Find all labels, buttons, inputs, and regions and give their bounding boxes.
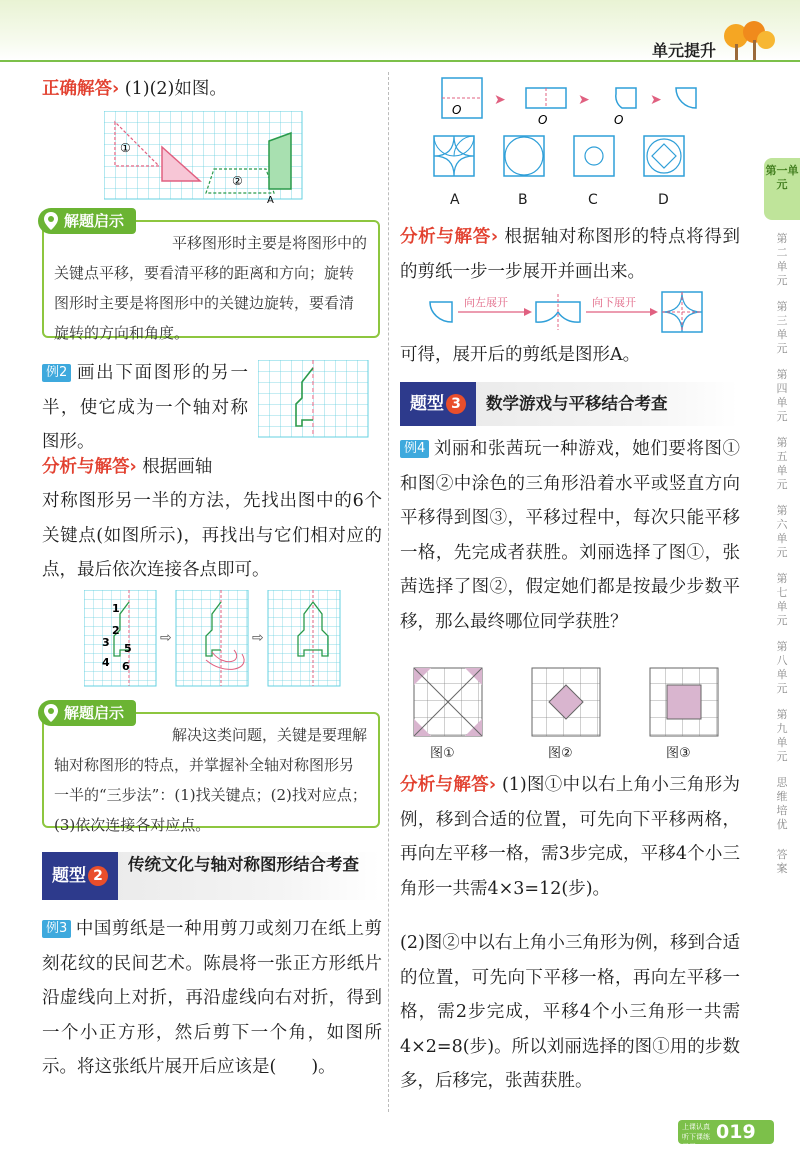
caption-fig1: 图①	[430, 746, 455, 761]
svg-text:➤: ➤	[650, 92, 662, 108]
svg-text:4: 4	[102, 656, 110, 669]
hint-box-1	[42, 212, 380, 342]
answer-label: 正确解答	[42, 79, 112, 99]
axis-symmetry-grid	[258, 360, 370, 438]
fig1-label-a: A	[267, 195, 274, 206]
side-tab-unit8[interactable]: 第八单元	[776, 640, 788, 695]
side-tab-unit5[interactable]: 第五单元	[776, 436, 788, 491]
svg-text:5: 5	[124, 642, 132, 655]
side-tab-unit4[interactable]: 第四单元	[776, 368, 788, 423]
ex2-tag: 例2	[42, 364, 71, 382]
analysis2-p2: (2)图②中以右上角小三角形为例，移到合适的位置，可先向下平移一格，再向左平移一格，需2步完成，平移4个小三角形一共需4×2=8(步)。所以刘丽选择的图①用的步数多，后移完，张茜获胜。	[400, 933, 740, 1091]
svg-text:1: 1	[112, 602, 120, 615]
page-number: 019	[716, 1121, 756, 1143]
side-tab-unit3[interactable]: 第三单元	[776, 300, 788, 355]
ex3-text: 例3 中国剪纸是一种用剪刀或刻刀在纸上剪刻花纹的民间艺术。陈晨将一张正方形纸片沿虚线向上对折，再沿虚线向右对折，得到一个小正方形，然后剪下一个角，如图所示。将这张纸片展开后应该是( )。	[42, 919, 382, 1077]
side-tab-unit9[interactable]: 第九单元	[776, 708, 788, 763]
fig1-label-1: ①	[120, 141, 131, 155]
side-tab-unit1[interactable]: 第一单元	[764, 158, 800, 220]
fig1-label-2: ②	[232, 174, 243, 188]
side-tab-thinking[interactable]: 思维培优	[776, 776, 788, 831]
svg-text:O: O	[452, 103, 462, 117]
analysis2-p1: 分析与解答› (1)图①中以右上角小三角形为例，移到合适的位置，可先向下平移两格，再向左平移一格，需3步完成，平移4个小三角形一共需4×3=12(步)。	[400, 775, 740, 899]
ex2-text: 例2 画出下面图形的另一半，使它成为一个轴对称图形。	[42, 363, 248, 452]
answer-text: (1)(2)如图。	[124, 79, 227, 99]
svg-text:⇨: ⇨	[252, 630, 264, 646]
column-divider	[388, 72, 389, 1112]
type3-title: 数学游戏与平移结合考查	[486, 394, 668, 413]
svg-text:O: O	[538, 113, 548, 127]
option-d: D	[658, 192, 669, 208]
unfold-down-label: 向下展开	[592, 296, 636, 309]
svg-text:➤: ➤	[494, 92, 506, 108]
answer-line: 正确解答› (1)(2)如图。	[42, 79, 227, 99]
svg-text:2: 2	[112, 624, 120, 637]
caption-fig3: 图③	[666, 746, 691, 761]
side-tab-unit6[interactable]: 第六单元	[776, 504, 788, 559]
location-pin-icon	[44, 212, 58, 230]
type2-badge: 题型 2	[42, 852, 118, 900]
caption-fig2: 图②	[548, 746, 573, 761]
option-a: A	[450, 192, 460, 208]
option-c: C	[588, 192, 598, 208]
page-footer	[678, 1120, 774, 1151]
svg-text:⇨: ⇨	[160, 630, 172, 646]
side-tab-unit7[interactable]: 第七单元	[776, 572, 788, 627]
hint-tag-2: 解题启示	[38, 700, 136, 726]
type2-bar	[42, 852, 380, 900]
hint1-text: 平移图形时主要是将图形中的关键点平移，要看清平移的距离和方向；旋转图形时主要是将图形中的关键边旋转，要看清旋转的方向和角度。	[54, 234, 368, 342]
analysis-intro: 分析与解答› 根据画轴	[42, 457, 213, 477]
unit-title: 单元提升	[651, 41, 716, 60]
svg-text:3: 3	[102, 636, 110, 649]
three-step-figure	[84, 590, 344, 690]
side-tab-unit2[interactable]: 第二单元	[776, 232, 788, 287]
unfold-steps-figure	[424, 290, 724, 334]
ex3-tag: 例3	[42, 920, 71, 938]
ex4-text: 例4 刘丽和张茜玩一种游戏，她们要将图①和图②中涂色的三角形沿着水平或竖直方向平移得到图③，平移过程中，每次只能平移一格，先完成者获胜。刘丽选择了图①，张茜选择了图②，假定她们都是按最少步数平移，那么最终哪位同学获胜？	[400, 439, 740, 632]
location-pin-icon	[44, 704, 58, 722]
hint2-text: 解决这类问题，关键是要理解轴对称图形的特点，并掌握补全轴对称图形另一半的“三步法”：(1)找关键点；(2)找对应点；(3)依次连接各对应点。	[54, 726, 368, 834]
type2-title: 传统文化与轴对称图形结合考查	[128, 855, 359, 874]
fold-cut-figure	[428, 74, 718, 184]
svg-text:➤: ➤	[578, 92, 590, 108]
unfold-left-label: 向左展开	[464, 296, 508, 309]
result-text: 可得，展开后的剪纸是图形A。	[400, 345, 641, 365]
translation-grid-figure	[104, 111, 310, 207]
right-analysis: 分析与解答› 根据轴对称图形的特点将得到的剪纸一步一步展开并画出来。	[400, 227, 740, 282]
ex4-tag: 例4	[400, 440, 429, 458]
hint-box-2	[42, 704, 380, 834]
type3-bar	[400, 382, 738, 426]
footer-slogan: 上课认真听下课练天天	[682, 1123, 710, 1151]
side-tab-answers[interactable]: 答案	[776, 848, 788, 875]
hint-tag-1: 解题启示	[38, 208, 136, 234]
tree-logo-icon	[718, 20, 778, 62]
svg-text:6: 6	[122, 660, 130, 673]
option-b: B	[518, 192, 528, 208]
game-grids-figure	[410, 666, 722, 740]
svg-text:O: O	[614, 113, 624, 127]
type3-badge: 题型 3	[400, 382, 476, 426]
analysis-text: 对称图形另一半的方法，先找出图中的6个关键点(如图所示)，再找出与它们相对应的点，最后依次连接各点即可。	[42, 491, 382, 580]
